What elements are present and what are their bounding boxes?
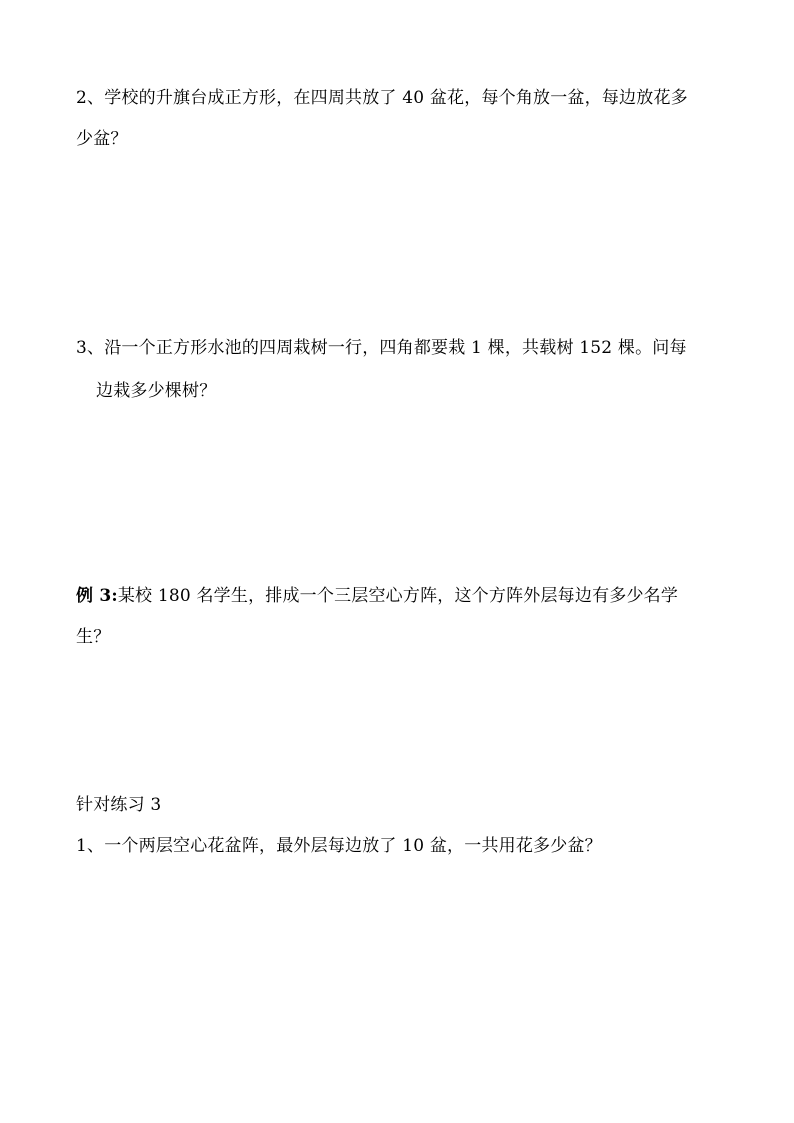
example-3-line-1 bbox=[76, 586, 678, 606]
example-3-label: 例 3: bbox=[76, 586, 118, 606]
problem-2-line-1: 2、学校的升旗台成正方形，在四周共放了 40 盆花，每个角放一盆，每边放花多 bbox=[76, 88, 688, 108]
example-3-text: 某校 180 名学生，排成一个三层空心方阵，这个方阵外层每边有多少名学 bbox=[117, 586, 679, 606]
problem-3-line-2: 边栽多少棵树？ bbox=[96, 381, 217, 401]
problem-2-line-2: 少盆？ bbox=[76, 129, 128, 149]
problem-3-line-1: 3、沿一个正方形水池的四周栽树一行，四角都要栽 1 棵，共载树 152 棵。问每 bbox=[76, 338, 687, 358]
example-3-line-2: 生？ bbox=[76, 627, 111, 647]
practice-3-question-1: 1、一个两层空心花盆阵，最外层每边放了 10 盆，一共用花多少盆？ bbox=[76, 836, 602, 856]
practice-3-heading: 针对练习 3 bbox=[76, 795, 162, 815]
